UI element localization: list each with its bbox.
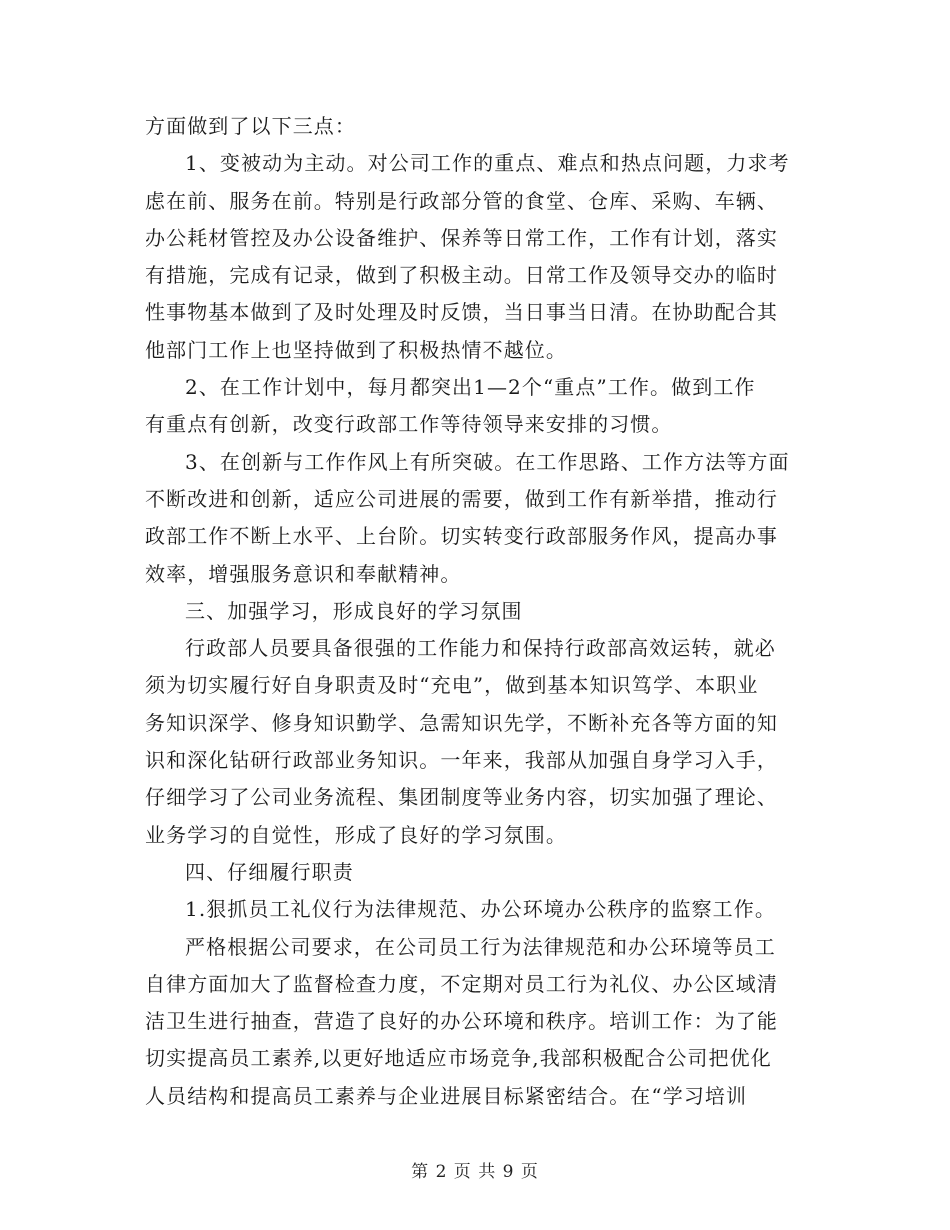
page-footer: 第 2 页 共 9 页 xyxy=(411,1162,539,1182)
text-line: 务知识深学、修身知识勤学、急需知识先学，不断补充各等方面的知 xyxy=(145,710,778,735)
text-line: 仔细学习了公司业务流程、集团制度等业务内容，切实加强了理论、 xyxy=(145,785,778,810)
text-line: 洁卫生进行抽查，营造了良好的办公环境和秩序。培训工作：为了能 xyxy=(145,1009,778,1034)
text-line: 三、加强学习，形成良好的学习氛围 xyxy=(185,598,523,623)
text-line: 自律方面加大了监督检查力度，不定期对员工行为礼仪、办公区域清 xyxy=(145,971,778,996)
text-line: 性事物基本做到了及时处理及时反馈，当日事当日清。在协助配合其 xyxy=(145,300,778,325)
text-line: 四、仔细履行职责 xyxy=(185,859,354,884)
text-line: 有重点有创新，改变行政部工作等待领导来安排的习惯。 xyxy=(145,412,673,437)
text-line: 人员结构和提高员工素养与企业进展目标紧密结合。在“学习培训 xyxy=(145,1083,748,1108)
text-line: 办公耗材管控及办公设备维护、保养等日常工作，工作有计划，落实 xyxy=(145,225,778,250)
text-line: 须为切实履行好自身职责及时“充电”，做到基本知识笃学、本职业 xyxy=(145,673,759,698)
text-line: 效率，增强服务意识和奉献精神。 xyxy=(145,561,462,586)
text-line: 虑在前、服务在前。特别是行政部分管的食堂、仓库、采购、车辆、 xyxy=(145,188,778,213)
text-line: 切实提高员工素养,以更好地适应市场竞争,我部积极配合公司把优化 xyxy=(145,1046,772,1071)
text-line: 2、在工作计划中，每月都突出1—2个“重点”工作。做到工作 xyxy=(185,375,756,400)
text-line: 业务学习的自觉性，形成了良好的学习氛围。 xyxy=(145,822,567,847)
text-line: 1.狠抓员工礼仪行为法律规范、办公环境办公秩序的监察工作。 xyxy=(185,897,776,922)
document-body xyxy=(145,108,815,1115)
text-line: 严格根据公司要求，在公司员工行为法律规范和办公环境等员工 xyxy=(185,934,776,959)
text-line: 有措施，完成有记录，做到了积极主动。日常工作及领导交办的临时 xyxy=(145,263,778,288)
text-line: 1、变被动为主动。对公司工作的重点、难点和热点问题，力求考 xyxy=(185,151,790,176)
text-line: 3、在创新与工作作风上有所突破。在工作思路、工作方法等方面 xyxy=(185,449,790,474)
text-line: 行政部人员要具备很强的工作能力和保持行政部高效运转，就必 xyxy=(185,636,776,661)
text-line: 识和深化钻研行政部业务知识。一年来，我部从加强自身学习入手， xyxy=(145,748,778,773)
text-line: 政部工作不断上水平、上台阶。切实转变行政部服务作风，提高办事 xyxy=(145,524,778,549)
text-line: 不断改进和创新，适应公司进展的需要，做到工作有新举措，推动行 xyxy=(145,486,778,511)
text-line: 方面做到了以下三点： xyxy=(145,114,356,138)
text-line: 他部门工作上也坚持做到了积极热情不越位。 xyxy=(145,337,567,362)
